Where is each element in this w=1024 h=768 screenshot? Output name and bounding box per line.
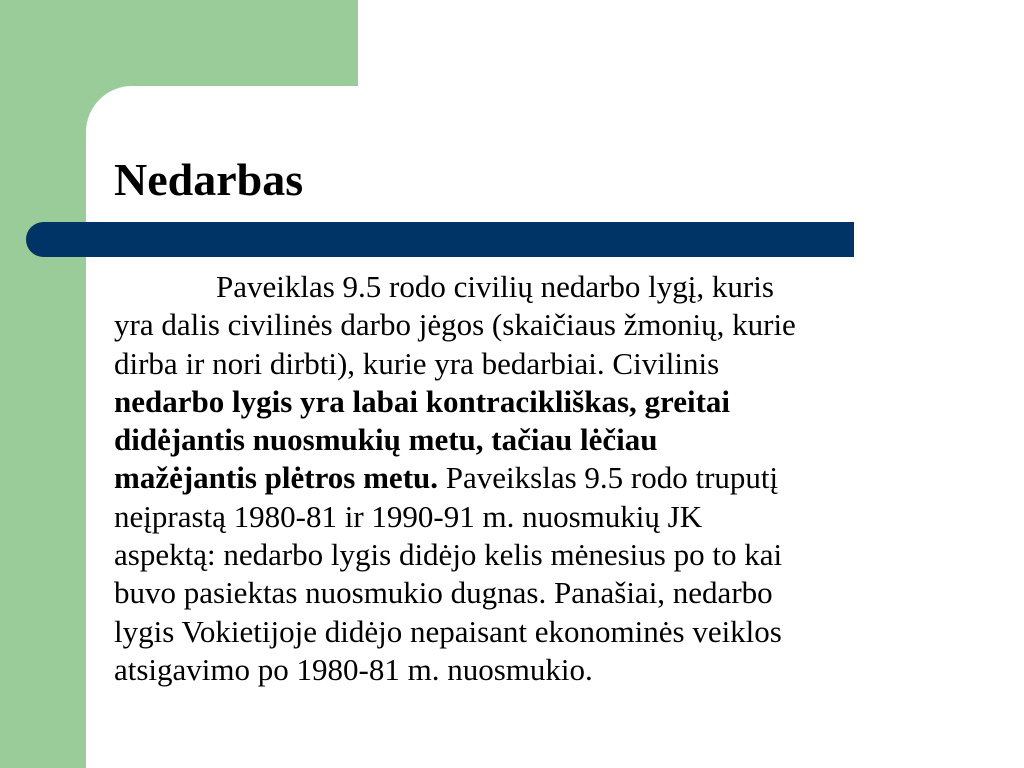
paragraph-line: dirba ir nori dirbti), kurie yra bedarbiai. Civilinis <box>114 345 720 381</box>
paragraph-line-bold: didėjantis nuosmukių metu, tačiau lėčiau <box>114 422 658 458</box>
paragraph-bold-fragment: mažėjantis plėtros metu. <box>114 460 439 496</box>
paragraph-line-mixed <box>114 459 994 497</box>
paragraph-line: Paveiklas 9.5 rodo civilių nedarbo lygį, kuris <box>216 269 774 304</box>
paragraph-regular-fragment: Paveikslas 9.5 rodo truputį <box>438 460 779 496</box>
paragraph-line: lygis Vokietijoje didėjo nepaisant ekonominės veiklos <box>114 613 782 649</box>
paragraph-line: aspektą: nedarbo lygis didėjo kelis mėnesius po to kai <box>114 537 783 573</box>
paragraph-line: neįprastą 1980-81 ir 1990-91 m. nuosmukių JK <box>114 498 703 534</box>
paragraph-line-bold: nedarbo lygis yra labai kontracikliškas, greitai <box>114 383 731 419</box>
slide-title: Nedarbas <box>114 154 304 205</box>
paragraph-line: atsigavimo po 1980-81 m. nuosmukio. <box>114 651 593 687</box>
paragraph-line: buvo pasiektas nuosmukio dugnas. Panašiai, nedarbo <box>114 575 773 611</box>
body-paragraph <box>114 268 994 689</box>
paragraph-line: yra dalis civilinės darbo jėgos (skaičiaus žmonių, kurie <box>114 307 796 343</box>
title-underline-bar <box>26 222 854 257</box>
